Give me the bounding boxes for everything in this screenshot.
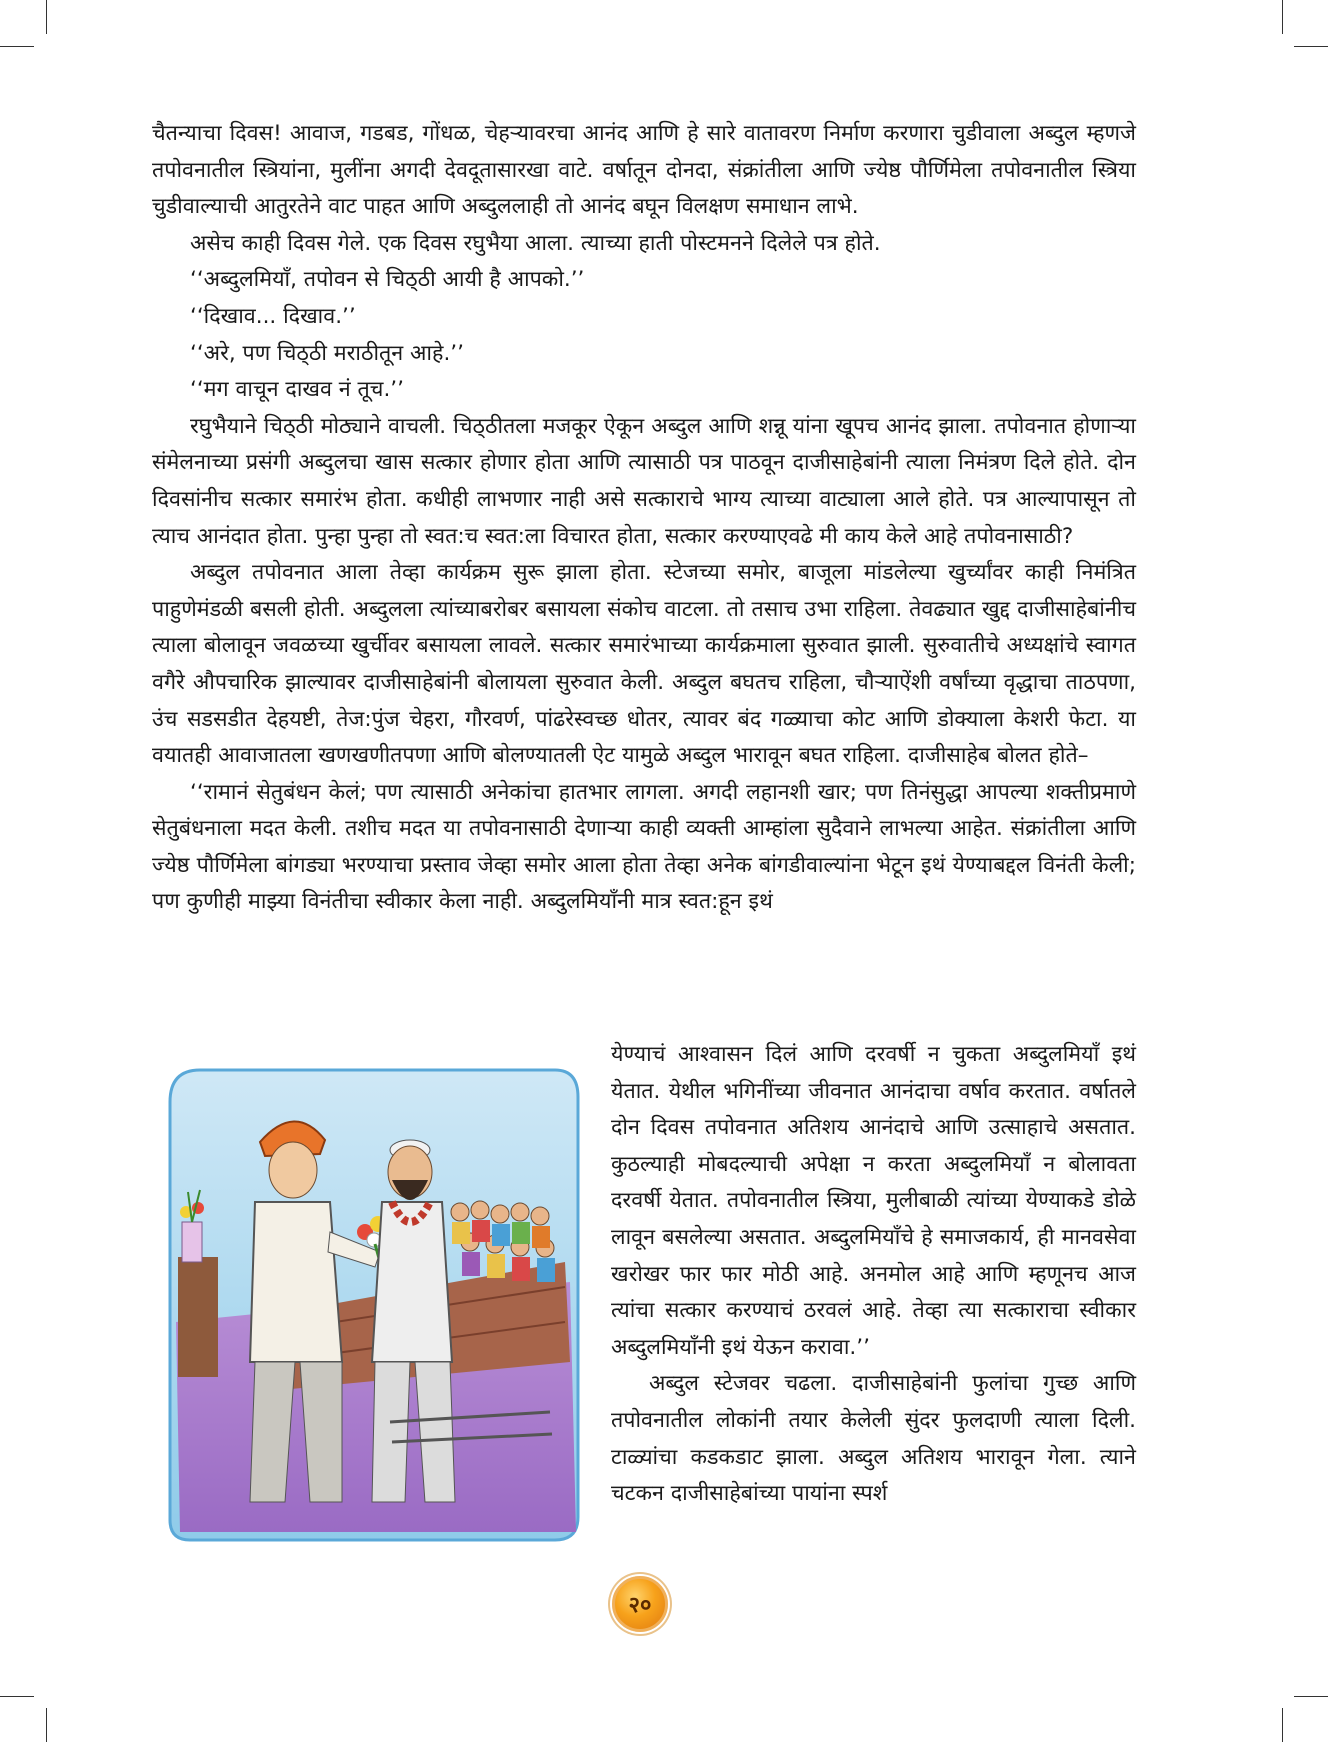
crop-mark [46, 0, 47, 34]
page-number-badge: २० [612, 1576, 668, 1632]
paragraph: रघुभैयाने चिठ्‌ठी मोठ्याने वाचली. चिठ्‌ठीतला मजकूर ऐकून अब्दुल आणि शन्नू यांना खूपच आनंद झाला. तपोवनात होणाऱ्या संमेलनाच्या प्रसंगी अब्दुलचा खास सत्कार होणार होता आणि त्यासाठी पत्र पाठवून दाजीसाहेबांनी त्याला निमंत्रण दिले होते. दोन दिवसांनीच सत्कार समारंभ होता. कधीही लाभणार नाही असे सत्काराचे भाग्य त्याच्या वाट्याला आले होते. पत्र आल्यापासून तो त्याच आनंदात होता. पुन्हा पुन्हा तो स्वत:च स्वत:ला विचारत होता, सत्कार करण्याएवढे मी काय केले आहे तपोवनासाठी? [152, 413, 1136, 549]
crop-mark [0, 46, 34, 47]
upper-text-block [152, 116, 1136, 921]
felicitation-illustration [160, 1062, 585, 1552]
dialogue-line: ‘‘मग वाचून दाखव नं तूच.’’ [190, 377, 404, 403]
crop-mark [0, 1696, 34, 1697]
paragraph: ‘‘रामानं सेतुबंधन केलं; पण त्यासाठी अनेकांचा हातभार लागला. अगदी लहानशी खार; पण तिनंसुद्धा आपल्या शक्तीप्रमाणे सेतुबंधनाला मदत केली. तशीच मदत या तपोवनासाठी देणाऱ्या काही व्यक्ती आम्हांला सुदैवाने लाभल्या आहेत. संक्रांतीला आणि ज्येष्ठ पौर्णिमेला बांगड्या भरण्याचा प्रस्ताव जेव्हा समोर आला होता तेव्हा अनेक बांगडीवाल्यांना भेटून इथं येण्याबद्दल विनंती केली; पण कुणीही माझ्या विनंतीचा स्वीकार केला नाही. अब्दुलमियाँनी मात्र स्वत:हून इथं [152, 779, 1136, 915]
paragraph: असेच काही दिवस गेले. एक दिवस रघुभैया आला. त्याच्या हाती पोस्टमनने दिलेले पत्र होते. [190, 230, 881, 256]
wrapped-text-block [611, 1037, 1136, 1513]
paragraph: येण्याचं आश्वासन दिलं आणि दरवर्षी न चुकता अब्दुलमियाँ इथं येतात. येथील भगिनींच्या जीवनात आनंदाचा वर्षाव करतात. वर्षातले दोन दिवस तपोवनात अतिशय आनंदाचे आणि उत्साहाचे असतात. कुठल्याही मोबदल्याची अपेक्षा न करता अब्दुलमियाँ न बोलावता दरवर्षी येतात. तपोवनातील स्त्रिया, मुलीबाळी त्यांच्या येण्याकडे डोळे लावून बसलेल्या असतात. अब्दुलमियाँचे हे समाजकार्य, ही मानवसेवा खरोखर फार फार मोठी आहे. अनमोल आहे आणि म्हणूनच आज त्यांचा सत्कार करण्याचं ठरवलं आहे. तेव्हा त्या सत्काराचा स्वीकार अब्दुलमियाँनी इथं येऊन करावा.’’ [611, 1042, 1136, 1360]
crop-mark [1282, 0, 1283, 34]
dialogue-line: ‘‘दिखाव... दिखाव.’’ [190, 303, 356, 329]
paragraph: अब्दुल तपोवनात आला तेव्हा कार्यक्रम सुरू झाला होता. स्टेजच्या समोर, बाजूला मांडलेल्या खुर्च्यांवर काही निमंत्रित पाहुणेमंडळी बसली होती. अब्दुलला त्यांच्याबरोबर बसायला संकोच वाटला. तो तसाच उभा राहिला. तेवढ्यात खुद्द दाजीसाहेबांनीच त्याला बोलावून जवळच्या खुर्चीवर बसायला लावले. सत्कार समारंभाच्या कार्यक्रमाला सुरुवात झाली. सुरुवातीचे अध्यक्षांचे स्वागत वगैरे औपचारिक झाल्यावर दाजीसाहेबांनी बोलायला सुरुवात केली. अब्दुल बघतच राहिला, चौऱ्याऐंशी वर्षांच्या वृद्धाचा ताठपणा, उंच सडसडीत देहयष्टी, तेज:पुंज चेहरा, गौरवर्ण, पांढरेस्वच्छ धोतर, त्यावर बंद गळ्याचा कोट आणि डोक्याला केशरी फेटा. या वयातही आवाजातला खणखणीतपणा आणि बोलण्यातली ऐट यामुळे अब्दुल भारावून बघत राहिला. दाजीसाहेब बोलत होते– [152, 560, 1136, 769]
dialogue-line: ‘‘अब्दुलमियाँ, तपोवन से चिठ्‌ठी आयी है आपको.’’ [190, 267, 585, 293]
paragraph: चैतन्याचा दिवस! आवाज, गडबड, गोंधळ, चेहऱ्यावरचा आनंद आणि हे सारे वातावरण निर्माण करणारा चुडीवाला अब्दुल म्हणजे तपोवनातील स्त्रियांना, मुलींना अगदी देवदूतासारखा वाटे. वर्षातून दोनदा, संक्रांतीला आणि ज्येष्ठ पौर्णिमेला तपोवनातील स्त्रिया चुडीवाल्याची आतुरतेने वाट पाहत आणि अब्दुललाही तो आनंद बघून विलक्षण समाधान लाभे. [152, 121, 1136, 220]
paragraph: अब्दुल स्टेजवर चढला. दाजीसाहेबांनी फुलांचा गुच्छ आणि तपोवनातील लोकांनी तयार केलेली सुंदर फुलदाणी त्याला दिली. टाळ्यांचा कडकडाट झाला. अब्दुल अतिशय भारावून गेला. त्याने चटकन दाजीसाहेबांच्या पायांना स्पर्श [611, 1371, 1136, 1507]
illustration-drawing [160, 1062, 585, 1552]
crop-mark [1294, 46, 1328, 47]
crop-mark [46, 1708, 47, 1742]
crop-mark [1294, 1696, 1328, 1697]
crop-mark [1282, 1708, 1283, 1742]
dialogue-line: ‘‘अरे, पण चिठ्‌ठी मराठीतून आहे.’’ [190, 340, 464, 366]
